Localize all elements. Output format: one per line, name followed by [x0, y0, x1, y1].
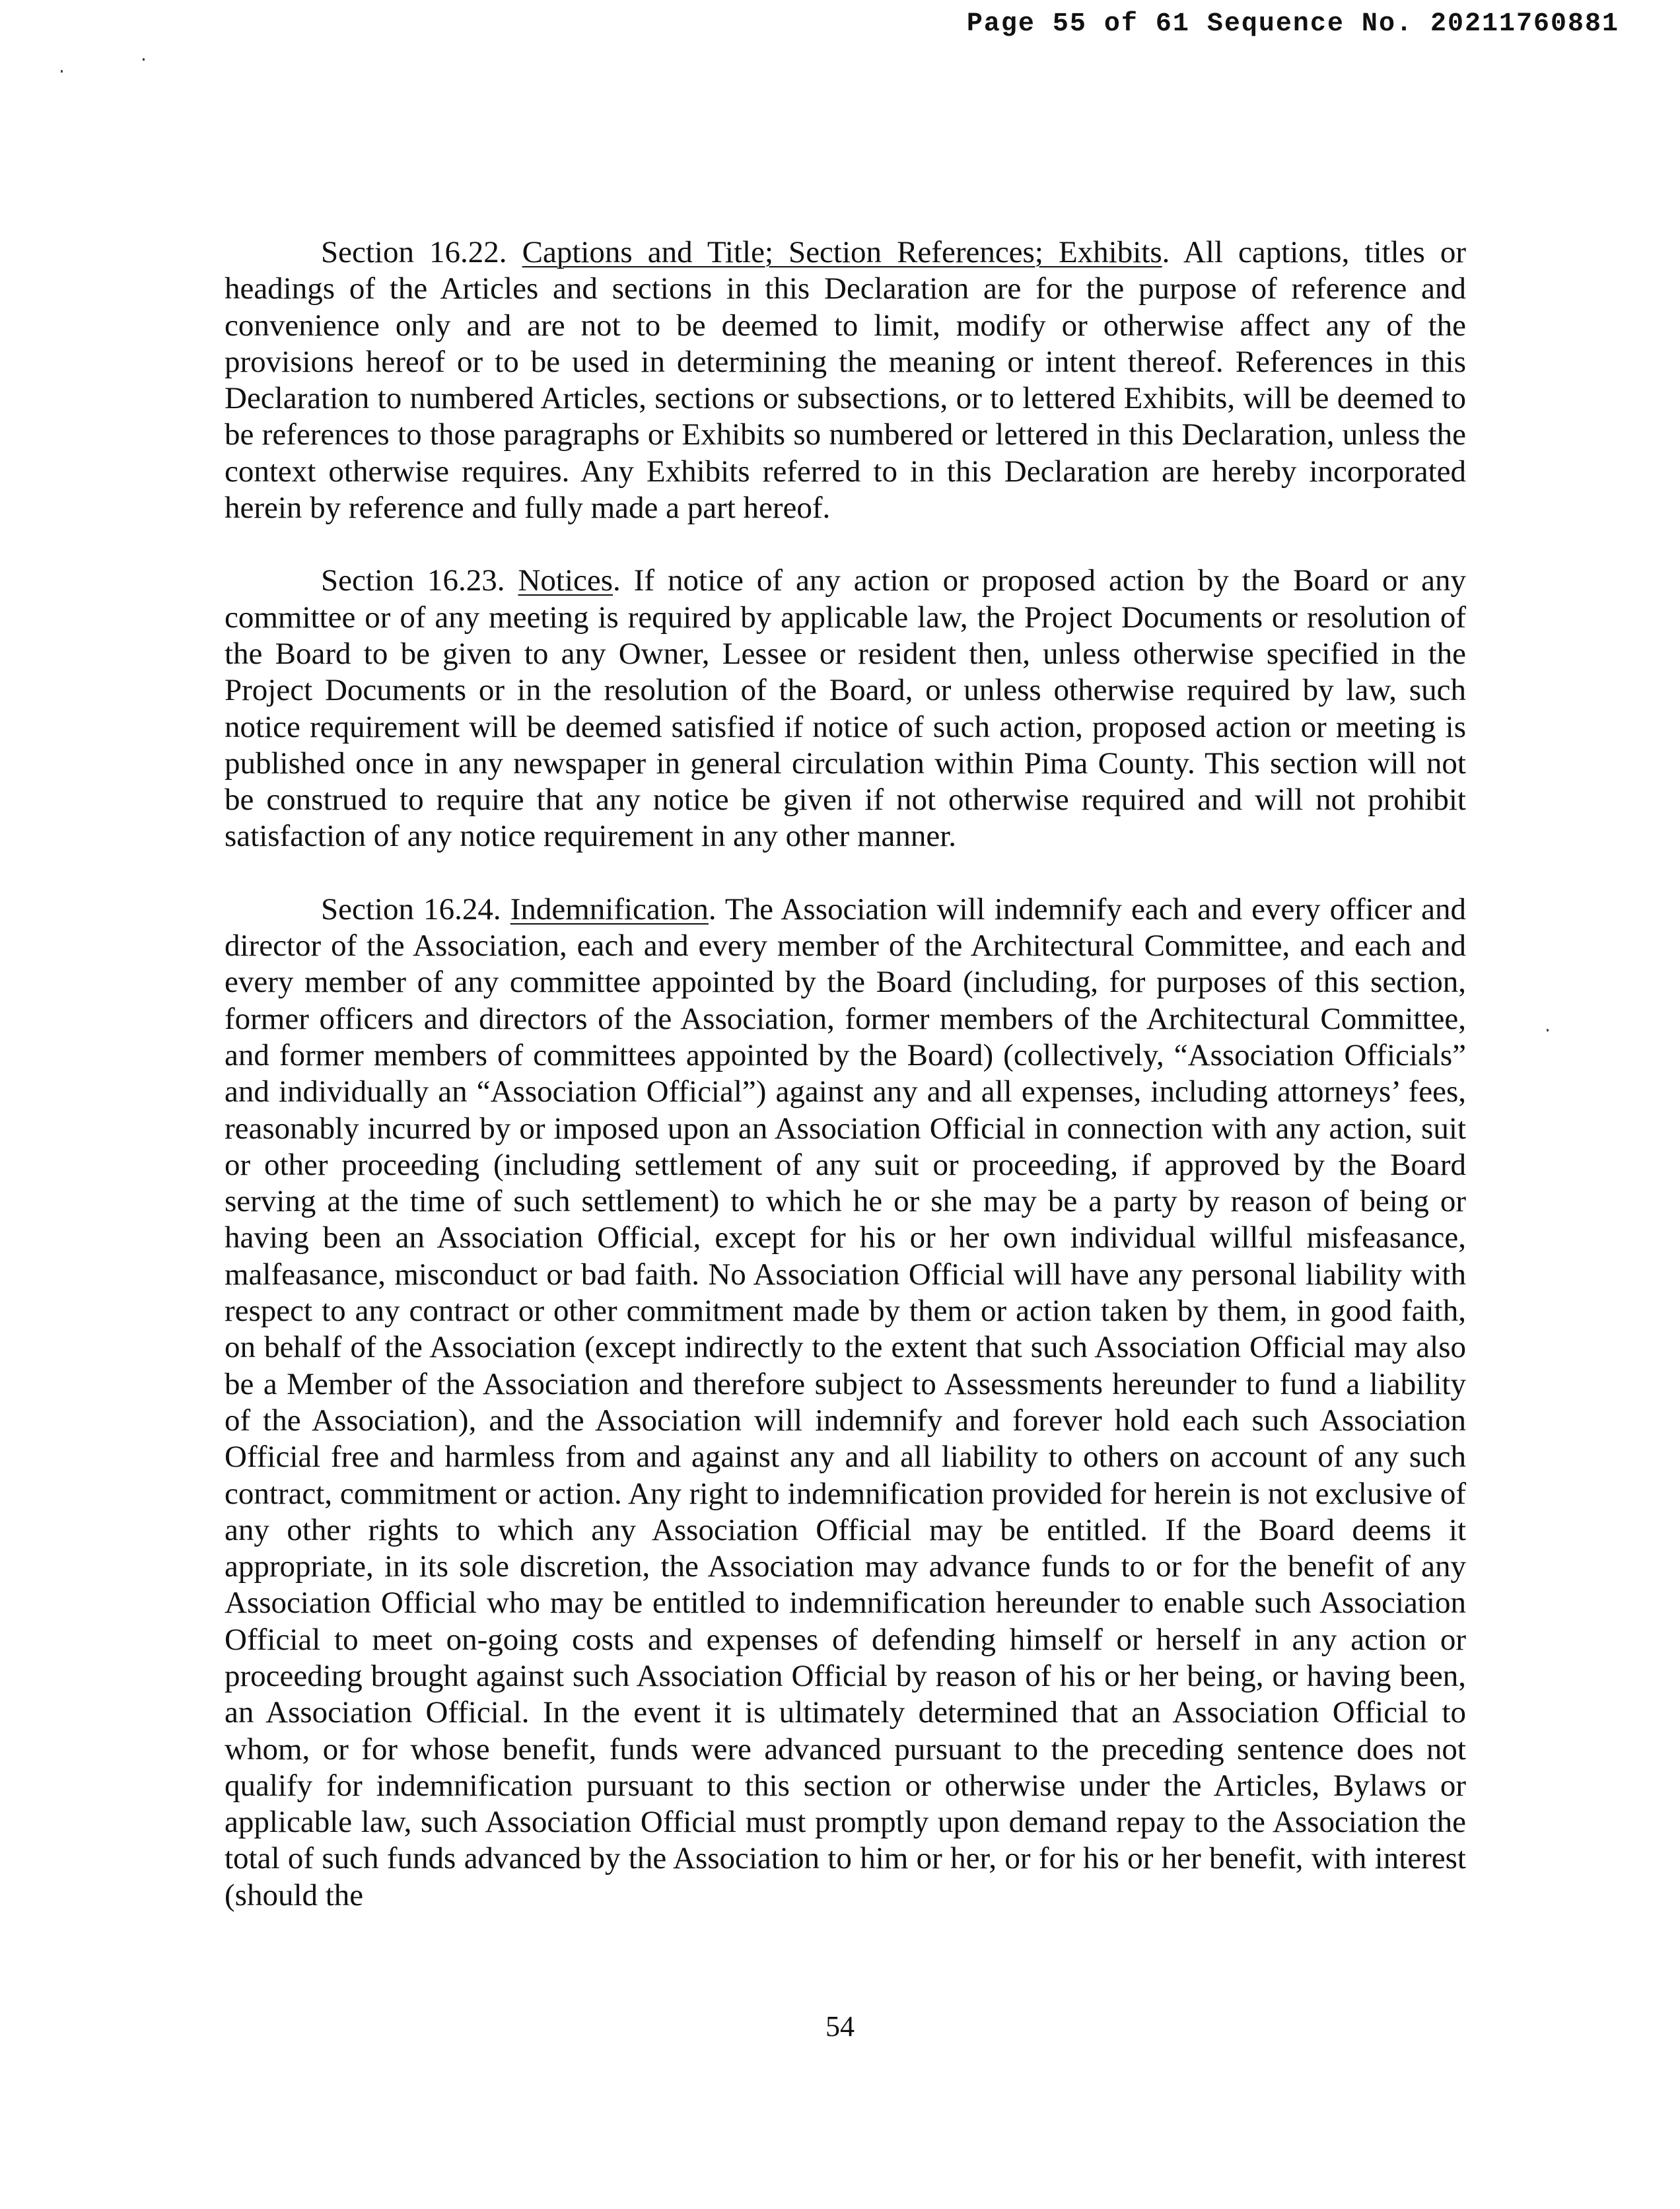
- section-body: All captions, titles or headings of the Articles and sections in this Declaration are for the purpose of reference and convenience only and are not to be deemed to limit, modify or otherwise affect any of the provisions hereof or to be used in determining the meaning or intent thereof. References in this Declaration to numbered Articles, sections or subsections, or to lettered Exhibits, will be deemed to be references to those paragraphs or Exhibits so numbered or lettered in this Declaration, unless the context otherwise requires. Any Exhibits referred to in this Declaration are hereby incorporated herein by reference and fully made a part hereof.: [225, 235, 1467, 526]
- document-body: [225, 234, 1466, 1914]
- page-number: 54: [825, 2010, 855, 2043]
- scan-speck: [1547, 1029, 1549, 1032]
- section-16-22: [225, 234, 1466, 526]
- section-body: The Association will indemnify each and every officer and director of the Association, each and every member of the Architectural Committee, and each and every member of any committee appointed by the Board (including, for purposes of this section, former officers and directors of the Association, former members of the Architectural Committee, and former members of committees appointed by the Board) (collectively, “Association Officials” and individually an “Association Official”) against any and all expenses, including attorneys’ fees, reasonably incurred by or imposed upon an Association Official in connection with any action, suit or other proceeding (including settlement of any suit or proceeding, if approved by the Board serving at the time of such settlement) to which he or she may be a party by reason of being or having been an Association Official, except for his or her own individual willful misfeasance, malfeasance, misconduct or bad faith. No Association Official will have any personal liability with respect to any contract or other commitment made by them or action taken by them, in good faith, on behalf of the Association (except indirectly to the extent that such Association Official may also be a Member of the Association and therefore subject to Assessments hereunder to fund a liability of the Association), and the Association will indemnify and forever hold each such Association Official free and harmless from and against any and all liability to others on account of any such contract, commitment or action. Any right to indemnification provided for herein is not exclusive of any other rights to which any Association Official may be entitled. If the Board deems it appropriate, in its sole discretion, the Association may advance funds to or for the benefit of any Association Official who may be entitled to indemnification hereunder to enable such Association Official to meet on-going costs and expenses of defending himself or herself in any action or proceeding brought against such Association Official by reason of his or her being, or having been, an Association Official. In the event it is ultimately determined that an Association Official to whom, or for whose benefit, funds were advanced pursuant to the preceding sentence does not qualify for indemnification pursuant to this section or otherwise under the Articles, Bylaws or applicable law, such Association Official must promptly upon demand repay to the Association the total of such funds advanced by the Association to him or her, or for his or her benefit, with interest (should the: [225, 892, 1467, 1912]
- section-number: Section 16.22.: [321, 235, 507, 269]
- heading-punctuation: .: [1162, 235, 1170, 269]
- section-heading: Captions and Title; Section References; Exhibits: [522, 235, 1162, 269]
- scan-speck: [61, 70, 63, 73]
- section-heading: Notices: [518, 563, 613, 598]
- section-16-23: [225, 563, 1466, 855]
- recording-header: Page 55 of 61 Sequence No. 20211760881: [966, 9, 1619, 39]
- section-number: Section 16.23.: [321, 563, 505, 598]
- scan-speck: [143, 58, 145, 61]
- section-heading: Indemnification: [510, 892, 709, 927]
- section-body: If notice of any action or proposed action by the Board or any committee or of any meeting is required by applicable law, the Project Documents or resolution of the Board to be given to any Owner, Lessee or resident then, unless otherwise specified in the Project Documents or in the resolution of the Board, or unless otherwise required by law, such notice requirement will be deemed satisfied if notice of such action, proposed action or meeting is published once in any newspaper in general circulation within Pima County. This section will not be construed to require that any notice be given if not otherwise required and will not prohibit satisfaction of any notice requirement in any other manner.: [225, 563, 1467, 854]
- section-number: Section 16.24.: [321, 892, 501, 927]
- heading-punctuation: .: [613, 563, 621, 598]
- heading-punctuation: .: [708, 892, 717, 927]
- section-16-24: [225, 892, 1466, 1914]
